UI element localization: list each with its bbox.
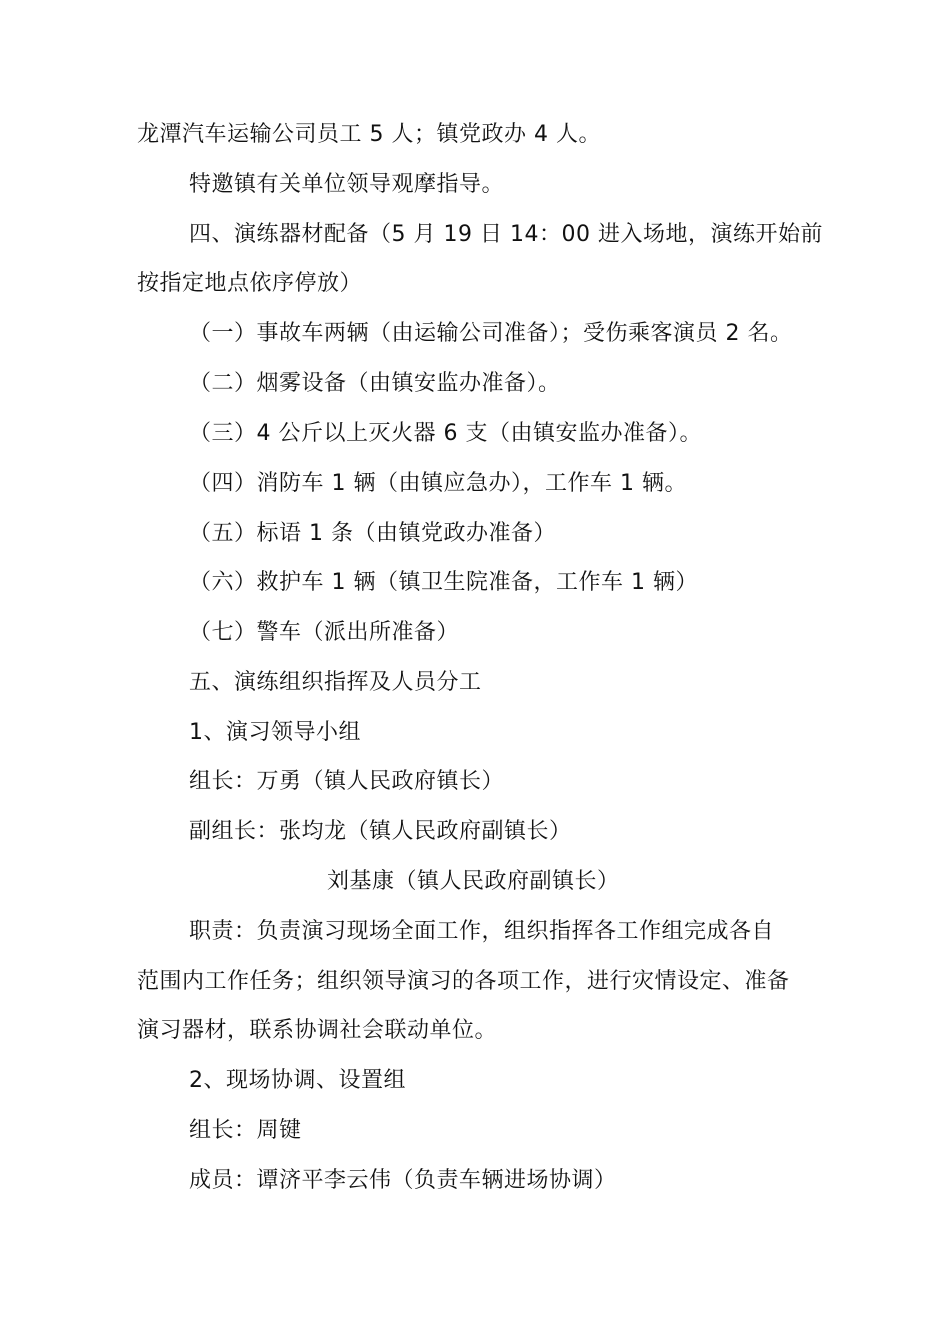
list-item: （三）4 公斤以上灭火器 6 支（由镇安监办准备）。 — [189, 421, 702, 446]
text-line: 范围内工作任务；组织领导演习的各项工作，进行灾情设定、准备 — [137, 969, 790, 994]
list-item: （五）标语 1 条（由镇党政办准备） — [189, 521, 556, 546]
section-heading: 五、演练组织指挥及人员分工 — [189, 670, 482, 695]
list-item: （一）事故车两辆（由运输公司准备）；受伤乘客演员 2 名。 — [189, 321, 793, 346]
text-line: 龙潭汽车运输公司员工 5 人；镇党政办 4 人。 — [137, 122, 601, 147]
subsection-heading: 2、现场协调、设置组 — [189, 1068, 406, 1093]
text-line: 成员：谭济平李云伟（负责车辆进场协调） — [189, 1168, 617, 1193]
subsection-heading: 1、演习领导小组 — [189, 720, 361, 745]
text-line: 组长：万勇（镇人民政府镇长） — [189, 769, 505, 794]
text-line: 演习器材，联系协调社会联动单位。 — [137, 1018, 498, 1043]
text-line: 职责：负责演习现场全面工作，组织指挥各工作组完成各自 — [189, 919, 775, 944]
section-heading: 四、演练器材配备（5 月 19 日 14：00 进入场地，演练开始前 — [189, 222, 823, 247]
text-line: 副组长：张均龙（镇人民政府副镇长） — [189, 819, 572, 844]
list-item: （二）烟雾设备（由镇安监办准备）。 — [189, 371, 561, 396]
text-line: 组长：周键 — [189, 1118, 302, 1143]
text-line: 按指定地点依序停放） — [137, 271, 363, 296]
text-line: 刘基康（镇人民政府副镇长） — [327, 869, 620, 894]
list-item: （四）消防车 1 辆（由镇应急办），工作车 1 辆。 — [189, 471, 687, 496]
list-item: （七）警车（派出所准备） — [189, 620, 460, 645]
text-line: 特邀镇有关单位领导观摩指导。 — [189, 172, 505, 197]
list-item: （六）救护车 1 辆（镇卫生院准备，工作车 1 辆） — [189, 570, 698, 595]
